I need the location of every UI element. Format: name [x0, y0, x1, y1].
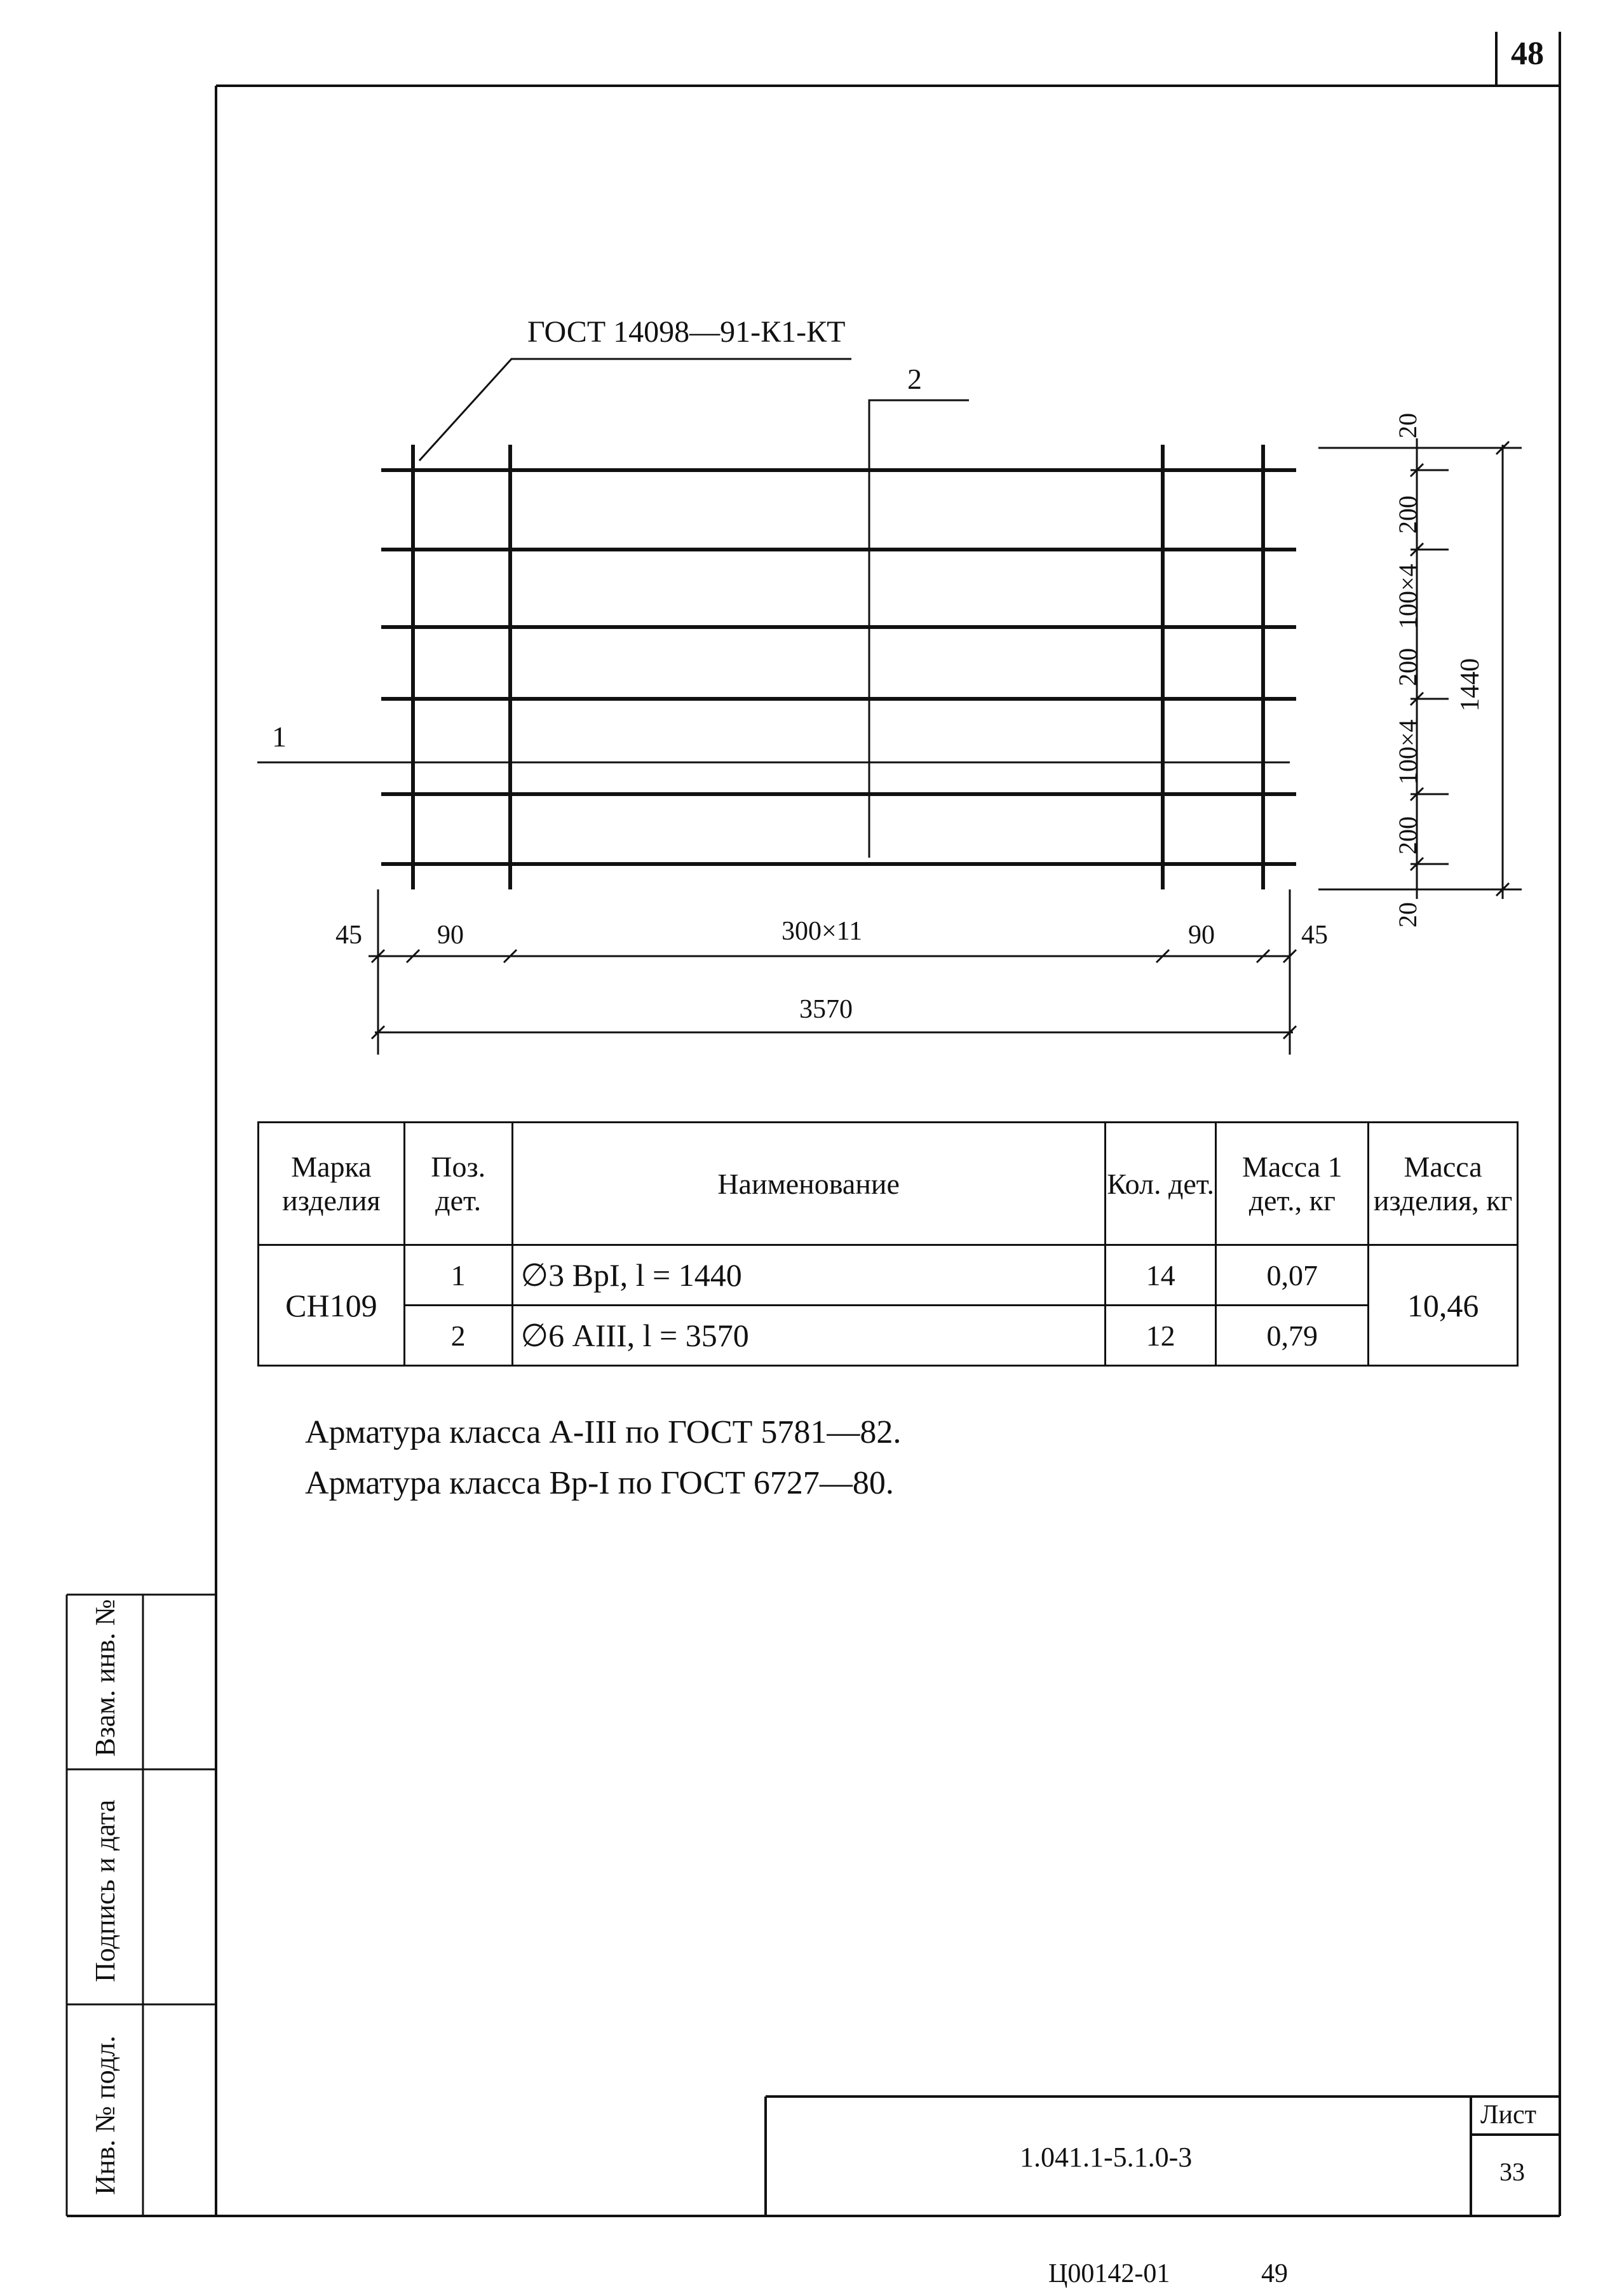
footer-code: Ц00142-01	[1048, 2259, 1170, 2288]
position-2-label: 2	[907, 363, 922, 395]
sheet-label: Лист	[1480, 2100, 1536, 2130]
cell-qty: 12	[1105, 1306, 1216, 1366]
dim-100x4-b: 100×4	[1393, 719, 1422, 785]
stamp-vzam-inv: Взам. инв. №	[90, 1599, 121, 1757]
stamp-podpis-data: Подпись и дата	[90, 1799, 121, 1982]
dim-100x4-a: 100×4	[1393, 564, 1422, 629]
cell-mass-item: 10,46	[1369, 1245, 1518, 1366]
cell-qty: 14	[1105, 1245, 1216, 1306]
header-qty: Кол. дет.	[1105, 1123, 1216, 1245]
dim-300x11: 300×11	[782, 917, 863, 946]
header-pos: Поз. дет.	[404, 1123, 512, 1245]
cell-pos: 2	[404, 1306, 512, 1366]
dim-3570-total: 3570	[799, 995, 853, 1024]
header-mass-one: Масса 1 дет., кг	[1216, 1123, 1369, 1245]
header-mark: Марка изделия	[259, 1123, 405, 1245]
cell-mass: 0,79	[1216, 1306, 1369, 1366]
horizontal-bars	[381, 470, 1296, 864]
dim-1440-total: 1440	[1456, 658, 1485, 712]
dim-200-b: 200	[1393, 648, 1422, 686]
table-row	[259, 1306, 1518, 1366]
gost-leader	[419, 359, 851, 461]
cell-pos: 1	[404, 1245, 512, 1306]
dim-200-c: 200	[1393, 816, 1422, 854]
dim-200-a: 200	[1393, 496, 1422, 534]
cell-mass: 0,07	[1216, 1245, 1369, 1306]
note-vr-i: Арматура класса Вр-I по ГОСТ 6727—80.	[305, 1465, 894, 1501]
sheet-number: 33	[1499, 2158, 1525, 2186]
corner-page-number: 48	[1511, 36, 1544, 72]
cell-name: ∅6 АIII, l = 3570	[512, 1306, 1105, 1366]
bottom-dimension-lines	[369, 889, 1296, 1055]
specification-table	[257, 1121, 1519, 1367]
dim-90-left: 90	[437, 921, 464, 950]
dim-20-bottom: 20	[1393, 902, 1422, 928]
cell-mark: СН109	[259, 1245, 405, 1366]
footer-page-number: 49	[1261, 2259, 1288, 2288]
dim-20-top: 20	[1393, 413, 1422, 438]
cell-name: ∅3 ВрI, l = 1440	[512, 1245, 1105, 1306]
pos2-leader	[869, 400, 969, 445]
stamp-inv-podl: Инв. № подл.	[90, 2036, 121, 2195]
dim-45-left: 45	[335, 921, 362, 950]
header-name: Наименование	[512, 1123, 1105, 1245]
vertical-bars	[413, 445, 1263, 889]
gost-callout: ГОСТ 14098—91-К1-КТ	[527, 315, 846, 349]
doc-code: 1.041.1-5.1.0-3	[1020, 2142, 1193, 2173]
note-a-iii: Арматура класса А-III по ГОСТ 5781—82.	[305, 1414, 902, 1450]
dim-90-right: 90	[1188, 921, 1215, 950]
header-mass-item: Масса изделия, кг	[1369, 1123, 1518, 1245]
position-1-label: 1	[272, 720, 287, 753]
table-row	[259, 1245, 1518, 1306]
dim-45-right: 45	[1301, 921, 1328, 950]
